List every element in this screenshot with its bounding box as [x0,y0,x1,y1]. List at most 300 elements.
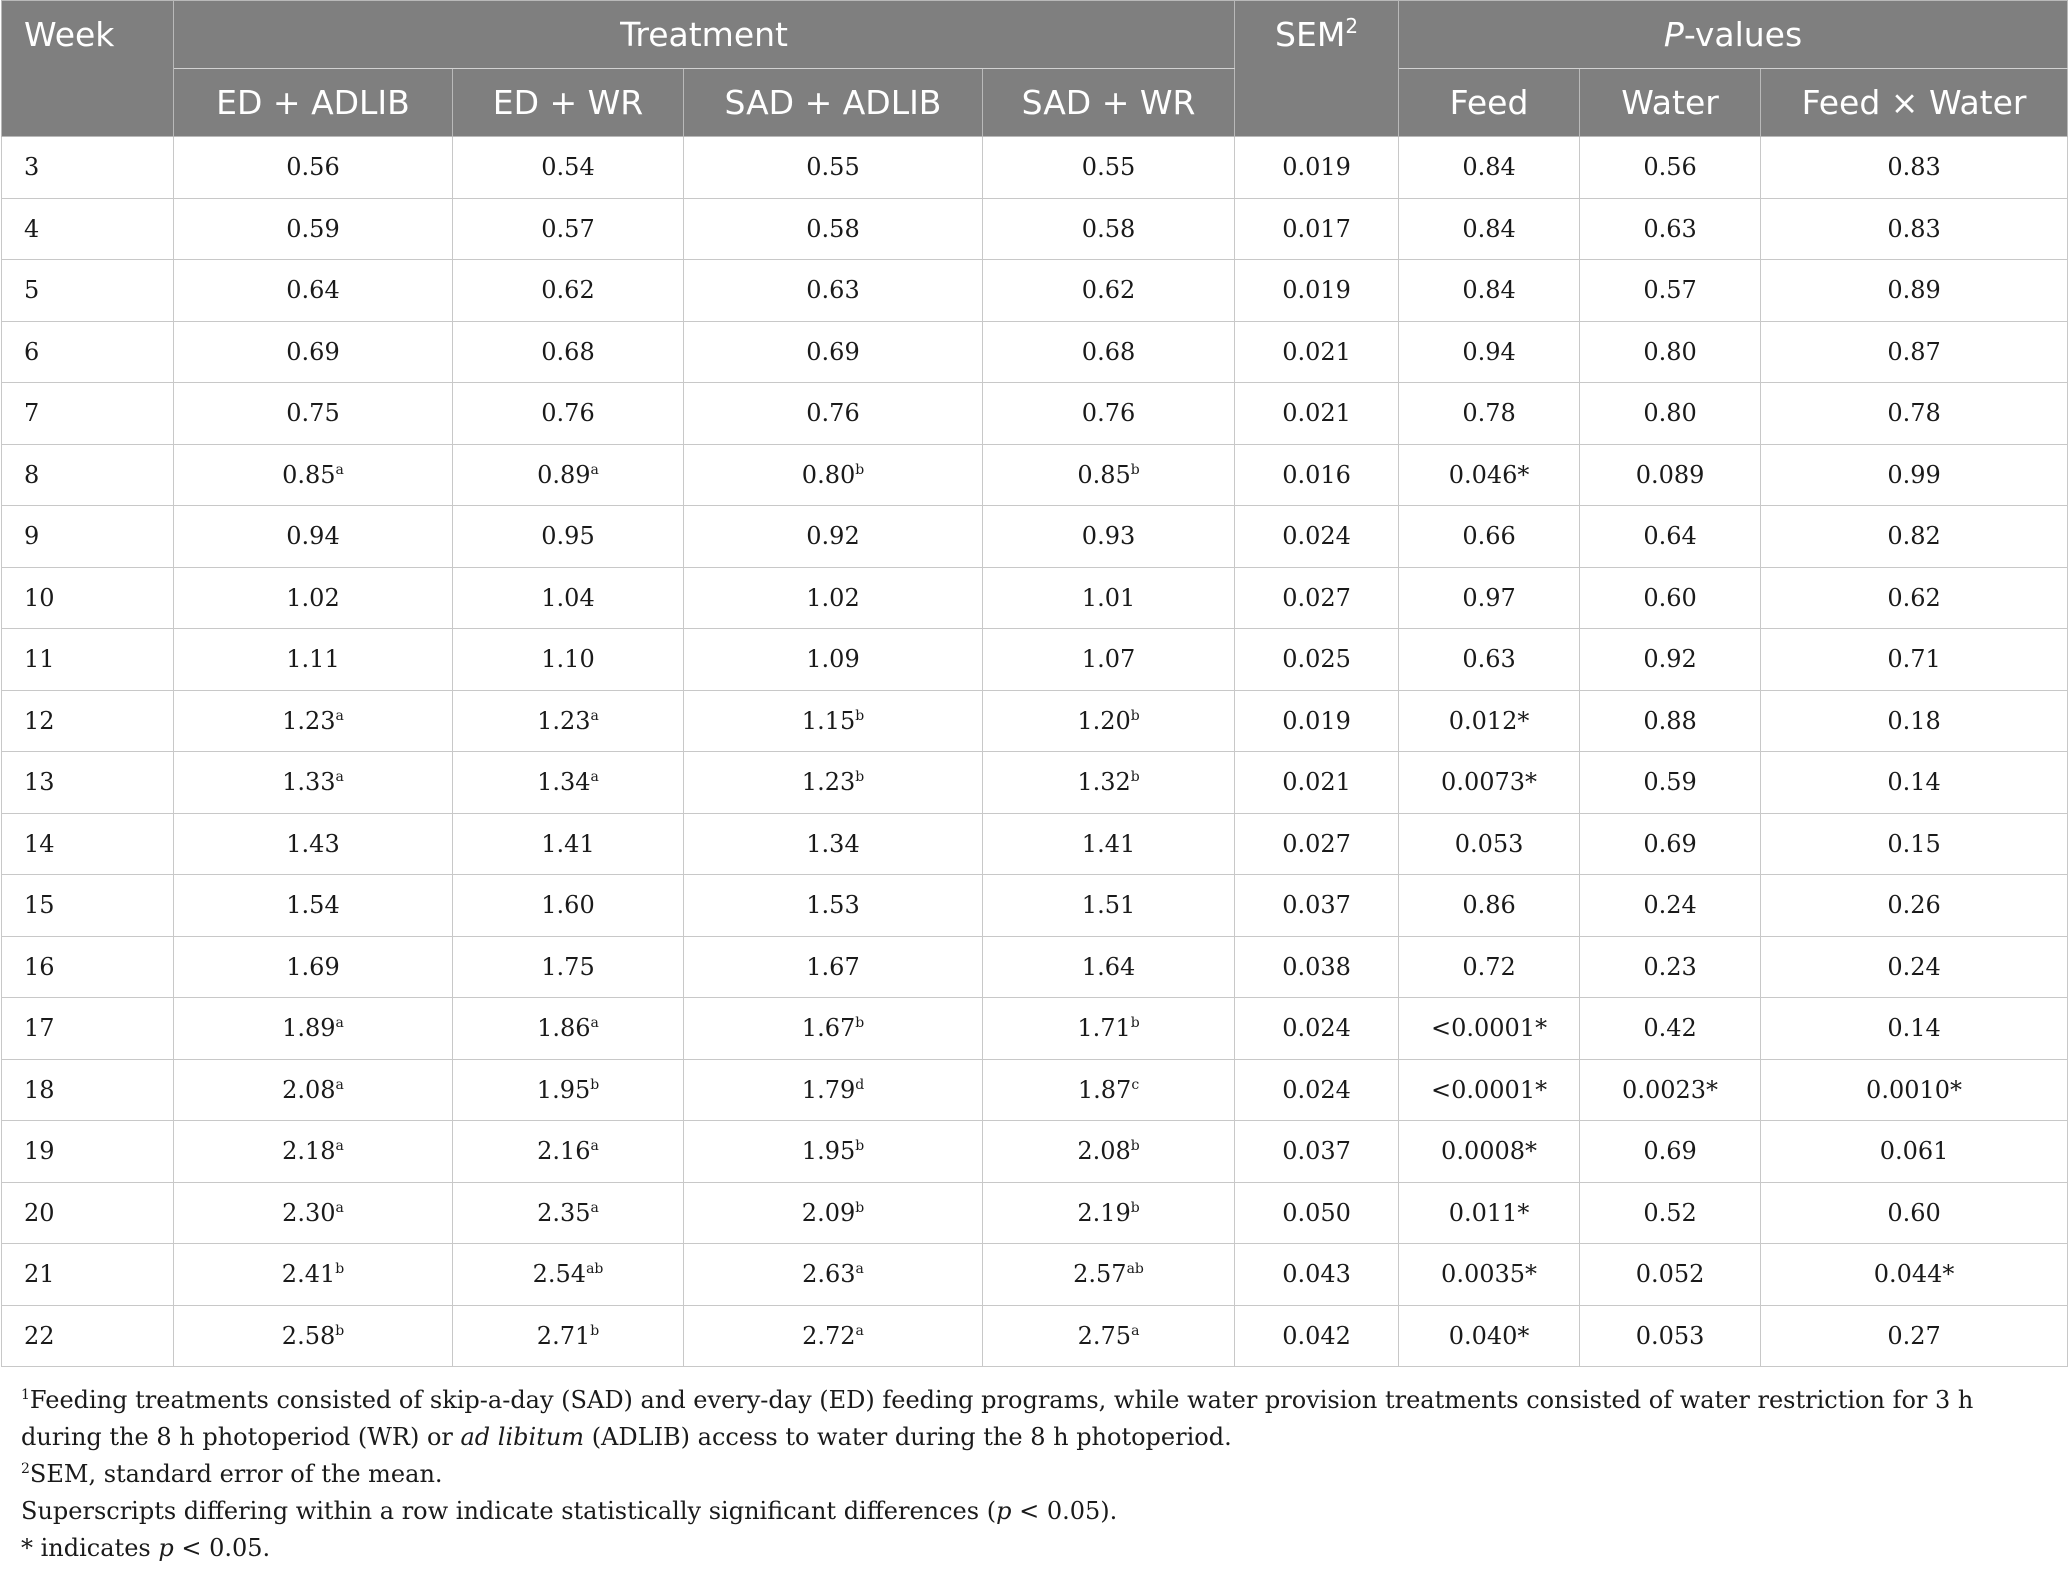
cell-ed-wr [453,444,684,506]
cell-ed-adlib [174,875,453,937]
cell-sem: 0.027 [1235,813,1399,875]
cell-sad-wr [983,1182,1235,1244]
cell-sad-adlib [684,629,983,691]
table-row [2,936,2068,998]
cell-sad-wr [983,444,1235,506]
cell-value: 1.89 [282,1014,336,1043]
cell-ed-wr [453,690,684,752]
cell-ed-wr [453,629,684,691]
cell-sad-wr [983,1244,1235,1306]
cell-sad-wr [983,998,1235,1060]
cell-value: 0.76 [1081,399,1136,428]
significance-superscript: b [1130,1015,1140,1032]
cell-week: 21 [2,1244,174,1306]
cell-sad-wr [983,690,1235,752]
cell-ed-adlib [174,629,453,691]
table-row [2,875,2068,937]
cell-p-feed: 0.63 [1399,629,1580,691]
cell-p-feed: 0.046* [1399,444,1580,506]
cell-value: 1.02 [286,583,340,612]
cell-week: 13 [2,752,174,814]
cell-ed-adlib [174,567,453,629]
cell-p-water: 0.57 [1580,260,1761,322]
cell-value: 0.55 [1081,153,1136,182]
table-row [2,1305,2068,1367]
table-row [2,1059,2068,1121]
cell-ed-wr [453,321,684,383]
cell-ed-adlib [174,321,453,383]
cell-value: 0.63 [806,276,860,305]
table-row [2,260,2068,322]
cell-p-water: 0.42 [1580,998,1761,1060]
cell-p-feed: <0.0001* [1399,998,1580,1060]
cell-sem: 0.024 [1235,506,1399,568]
table-row [2,813,2068,875]
cell-value: 2.08 [1077,1137,1131,1166]
header-p-water: Water [1580,69,1761,137]
cell-p-feed: <0.0001* [1399,1059,1580,1121]
cell-p-feed: 0.011* [1399,1182,1580,1244]
cell-ed-adlib [174,444,453,506]
cell-value: 0.62 [1081,276,1136,305]
cell-week: 9 [2,506,174,568]
cell-week: 20 [2,1182,174,1244]
cell-value: 1.79 [801,1075,856,1104]
table-row [2,1121,2068,1183]
cell-p-water: 0.80 [1580,321,1761,383]
cell-ed-wr [453,1059,684,1121]
cell-ed-wr [453,198,684,260]
cell-sem: 0.024 [1235,998,1399,1060]
significance-superscript: b [335,1322,345,1339]
cell-sad-wr [983,137,1235,199]
cell-sad-adlib [684,936,983,998]
table-body [2,137,2068,1367]
cell-week: 10 [2,567,174,629]
cell-sem: 0.038 [1235,936,1399,998]
cell-value: 1.15 [801,706,856,735]
cell-value: 1.67 [806,952,860,981]
cell-value: 0.57 [541,214,595,243]
cell-value: 2.54 [532,1260,587,1289]
cell-p-feed-x-water: 0.27 [1761,1305,2068,1367]
cell-p-feed: 0.66 [1399,506,1580,568]
cell-ed-adlib [174,137,453,199]
cell-p-feed: 0.94 [1399,321,1580,383]
cell-p-feed-x-water: 0.044* [1761,1244,2068,1306]
cell-value: 1.87 [1077,1075,1132,1104]
cell-week: 18 [2,1059,174,1121]
footnote-1-text-b: (ADLIB) access to water during the 8 h photoperiod. [584,1423,1232,1451]
cell-sem: 0.037 [1235,875,1399,937]
cell-p-water: 0.64 [1580,506,1761,568]
cell-value: 1.32 [1077,768,1131,797]
table-row [2,383,2068,445]
header-sem-footnote-mark: 2 [1345,14,1359,38]
cell-value: 2.35 [537,1198,591,1227]
cell-value: 0.58 [1081,214,1136,243]
cell-p-water: 0.63 [1580,198,1761,260]
cell-ed-adlib [174,1121,453,1183]
footnote-1 [21,1382,2051,1456]
cell-ed-wr [453,260,684,322]
table-row [2,998,2068,1060]
cell-ed-wr [453,998,684,1060]
cell-p-water: 0.56 [1580,137,1761,199]
cell-value: 0.92 [806,522,860,551]
cell-value: 0.62 [541,276,595,305]
cell-p-feed-x-water: 0.71 [1761,629,2068,691]
significance-superscript: b [855,461,865,478]
significance-superscript: a [335,769,344,786]
cell-ed-wr [453,1182,684,1244]
cell-sad-adlib [684,875,983,937]
header-week: Week [2,1,174,137]
cell-sad-adlib [684,1244,983,1306]
header-treatment-ed-adlib: ED + ADLIB [174,69,453,137]
cell-ed-adlib [174,1305,453,1367]
cell-week: 11 [2,629,174,691]
cell-value: 0.59 [286,214,340,243]
cell-value: 0.64 [286,276,340,305]
cell-value: 1.41 [1081,829,1136,858]
header-treatment: Treatment [174,1,1235,69]
cell-ed-wr [453,567,684,629]
significance-superscript: a [855,1261,864,1278]
table-row [2,321,2068,383]
cell-sad-adlib [684,198,983,260]
cell-p-feed: 0.012* [1399,690,1580,752]
footnote-2-mark: 2 [21,1461,30,1477]
table-row [2,1182,2068,1244]
cell-value: 1.23 [801,768,856,797]
cell-p-feed: 0.84 [1399,137,1580,199]
cell-sad-adlib [684,813,983,875]
cell-value: 1.34 [537,768,591,797]
cell-value: 1.02 [806,583,860,612]
cell-sad-wr [983,506,1235,568]
footnote-1-italic: ad libitum [460,1423,585,1451]
cell-p-water: 0.053 [1580,1305,1761,1367]
cell-sem: 0.021 [1235,752,1399,814]
footnote-4-italic: p [158,1534,174,1562]
cell-sad-wr [983,629,1235,691]
cell-sad-adlib [684,137,983,199]
footnote-4 [21,1530,2051,1567]
significance-superscript: a [335,461,344,478]
cell-week: 7 [2,383,174,445]
cell-value: 2.72 [802,1321,856,1350]
cell-ed-adlib [174,998,453,1060]
cell-p-feed-x-water: 0.26 [1761,875,2068,937]
cell-p-water: 0.80 [1580,383,1761,445]
cell-p-feed: 0.97 [1399,567,1580,629]
cell-p-feed-x-water: 0.83 [1761,137,2068,199]
significance-superscript: ab [1126,1261,1144,1278]
footnote-3-italic: p [996,1497,1012,1525]
cell-sad-adlib [684,321,983,383]
cell-p-feed-x-water: 0.87 [1761,321,2068,383]
significance-superscript: a [335,1199,344,1216]
cell-p-feed: 0.0035* [1399,1244,1580,1306]
cell-sad-wr [983,321,1235,383]
footnote-1-mark: 1 [21,1387,30,1403]
cell-value: 1.60 [541,891,595,920]
cell-ed-adlib [174,506,453,568]
cell-p-feed-x-water: 0.061 [1761,1121,2068,1183]
significance-superscript: b [1130,707,1140,724]
cell-value: 0.76 [806,399,860,428]
cell-sad-adlib [684,1305,983,1367]
table-row [2,137,2068,199]
cell-ed-wr [453,1244,684,1306]
cell-value: 1.04 [541,583,595,612]
cell-sad-adlib [684,506,983,568]
cell-p-water: 0.052 [1580,1244,1761,1306]
significance-superscript: a [590,769,599,786]
footnote-3-text-b: < 0.05). [1011,1497,1118,1525]
header-sem [1235,1,1399,137]
cell-sem: 0.043 [1235,1244,1399,1306]
cell-value: 2.18 [282,1137,336,1166]
cell-value: 1.53 [806,891,860,920]
cell-p-feed: 0.78 [1399,383,1580,445]
cell-week: 22 [2,1305,174,1367]
cell-p-feed: 0.053 [1399,813,1580,875]
header-p-feed: Feed [1399,69,1580,137]
cell-week: 8 [2,444,174,506]
significance-superscript: a [1131,1322,1140,1339]
header-pvalues-rest: -values [1683,15,1803,54]
cell-sem: 0.027 [1235,567,1399,629]
significance-superscript: a [335,1076,344,1093]
cell-p-feed-x-water: 0.14 [1761,752,2068,814]
cell-sad-adlib [684,1121,983,1183]
significance-superscript: ab [586,1261,604,1278]
cell-week: 12 [2,690,174,752]
significance-superscript: a [590,461,599,478]
cell-p-water: 0.23 [1580,936,1761,998]
cell-p-water: 0.88 [1580,690,1761,752]
cell-p-water: 0.60 [1580,567,1761,629]
cell-p-water: 0.24 [1580,875,1761,937]
cell-sem: 0.025 [1235,629,1399,691]
cell-value: 2.09 [801,1198,856,1227]
cell-value: 0.56 [286,153,340,182]
cell-ed-wr [453,506,684,568]
cell-ed-adlib [174,260,453,322]
cell-p-feed-x-water: 0.62 [1761,567,2068,629]
cell-sem: 0.024 [1235,1059,1399,1121]
cell-p-feed: 0.72 [1399,936,1580,998]
cell-value: 1.95 [536,1075,591,1104]
cell-value: 1.09 [806,645,860,674]
footnote-1-text-a: Feeding treatments consisted of skip-a-day (SAD) and every-day (ED) feeding programs, while water provision treatments consisted of water restriction for 3 h during the 8 h photoperiod (WR) or [21,1386,1974,1451]
cell-ed-adlib [174,1244,453,1306]
cell-p-water: 0.59 [1580,752,1761,814]
cell-sem: 0.017 [1235,198,1399,260]
significance-superscript: b [855,1015,865,1032]
footnotes [21,1382,2051,1567]
cell-value: 0.55 [806,153,860,182]
cell-sad-wr [983,752,1235,814]
cell-sem: 0.050 [1235,1182,1399,1244]
cell-value: 1.54 [286,891,340,920]
cell-week: 16 [2,936,174,998]
significance-superscript: c [1131,1076,1140,1093]
cell-sem: 0.019 [1235,260,1399,322]
footnote-2 [21,1456,2051,1493]
cell-value: 1.75 [541,952,595,981]
cell-value: 0.94 [286,522,340,551]
cell-p-water: 0.089 [1580,444,1761,506]
cell-p-feed-x-water: 0.83 [1761,198,2068,260]
cell-value: 1.69 [286,952,340,981]
header-pvalues-italic: P [1663,15,1684,54]
cell-value: 0.85 [282,460,336,489]
cell-week: 3 [2,137,174,199]
cell-ed-wr [453,936,684,998]
cell-value: 1.41 [541,829,595,858]
cell-p-feed: 0.040* [1399,1305,1580,1367]
header-sem-label: SEM [1275,15,1346,54]
cell-value: 2.16 [537,1137,591,1166]
cell-value: 0.58 [806,214,860,243]
cell-p-water: 0.52 [1580,1182,1761,1244]
cell-ed-adlib [174,936,453,998]
cell-ed-wr [453,383,684,445]
cell-ed-wr [453,752,684,814]
cell-ed-adlib [174,813,453,875]
footnote-3 [21,1493,2051,1530]
cell-sad-wr [983,813,1235,875]
cell-value: 1.23 [537,706,591,735]
cell-value: 0.89 [537,460,591,489]
cell-value: 0.69 [806,337,860,366]
cell-sad-wr [983,198,1235,260]
cell-sad-wr [983,1305,1235,1367]
cell-ed-adlib [174,752,453,814]
cell-sad-adlib [684,567,983,629]
cell-sad-adlib [684,260,983,322]
cell-value: 0.95 [541,522,595,551]
header-treatment-ed-wr: ED + WR [453,69,684,137]
cell-value: 2.75 [1077,1321,1132,1350]
cell-p-feed-x-water: 0.89 [1761,260,2068,322]
cell-value: 0.93 [1081,522,1136,551]
significance-superscript: a [590,1199,599,1216]
cell-value: 1.34 [806,829,860,858]
significance-superscript: a [590,1138,599,1155]
cell-sad-wr [983,875,1235,937]
cell-value: 1.33 [282,768,336,797]
cell-sad-adlib [684,998,983,1060]
cell-value: 1.86 [537,1014,591,1043]
significance-superscript: a [335,1138,344,1155]
cell-value: 1.71 [1077,1014,1131,1043]
cell-sad-adlib [684,383,983,445]
cell-sad-wr [983,260,1235,322]
significance-superscript: b [855,1199,865,1216]
significance-superscript: d [855,1076,865,1093]
cell-sad-wr [983,1059,1235,1121]
cell-p-feed-x-water: 0.78 [1761,383,2068,445]
table-row [2,752,2068,814]
significance-superscript: a [590,707,599,724]
cell-sad-adlib [684,1059,983,1121]
cell-week: 5 [2,260,174,322]
cell-ed-adlib [174,690,453,752]
significance-superscript: a [855,1322,864,1339]
significance-superscript: b [1130,769,1140,786]
cell-sem: 0.037 [1235,1121,1399,1183]
table-row [2,1244,2068,1306]
significance-superscript: a [335,1015,344,1032]
cell-sad-adlib [684,752,983,814]
cell-p-feed: 0.0073* [1399,752,1580,814]
cell-sem: 0.021 [1235,383,1399,445]
cell-p-water: 0.0023* [1580,1059,1761,1121]
header-pvalues [1399,1,2068,69]
cell-value: 0.54 [541,153,595,182]
cell-value: 1.10 [541,645,595,674]
cell-p-feed-x-water: 0.18 [1761,690,2068,752]
cell-value: 1.01 [1081,583,1136,612]
table-row [2,198,2068,260]
significance-superscript: b [1130,461,1140,478]
cell-sad-wr [983,936,1235,998]
significance-superscript: a [590,1015,599,1032]
cell-sem: 0.021 [1235,321,1399,383]
cell-sem: 0.019 [1235,690,1399,752]
cell-p-water: 0.69 [1580,813,1761,875]
cell-p-feed-x-water: 0.0010* [1761,1059,2068,1121]
cell-value: 1.64 [1081,952,1136,981]
cell-value: 2.08 [282,1075,336,1104]
table-row [2,629,2068,691]
cell-value: 0.76 [541,399,595,428]
cell-sem: 0.016 [1235,444,1399,506]
cell-ed-adlib [174,198,453,260]
cell-sem: 0.042 [1235,1305,1399,1367]
cell-sad-wr [983,567,1235,629]
cell-p-water: 0.69 [1580,1121,1761,1183]
cell-sad-adlib [684,444,983,506]
table-row [2,690,2068,752]
cell-ed-adlib [174,1182,453,1244]
cell-p-feed-x-water: 0.60 [1761,1182,2068,1244]
significance-superscript: b [590,1322,600,1339]
cell-sad-wr [983,383,1235,445]
cell-sad-adlib [684,1182,983,1244]
significance-superscript: b [590,1076,600,1093]
cell-p-feed-x-water: 0.14 [1761,998,2068,1060]
cell-value: 1.95 [801,1137,856,1166]
cell-week: 6 [2,321,174,383]
cell-value: 2.57 [1073,1260,1127,1289]
cell-ed-wr [453,1305,684,1367]
header-p-feed-x-water: Feed × Water [1761,69,2068,137]
cell-value: 2.41 [281,1260,336,1289]
header-treatment-sad-adlib: SAD + ADLIB [684,69,983,137]
cell-value: 0.68 [1081,337,1136,366]
footnote-3-text-a: Superscripts differing within a row indicate statistically significant differences ( [21,1497,997,1525]
cell-value: 0.85 [1077,460,1131,489]
cell-value: 2.19 [1077,1198,1131,1227]
cell-value: 0.68 [541,337,595,366]
cell-p-feed-x-water: 0.15 [1761,813,2068,875]
cell-value: 2.71 [536,1321,591,1350]
